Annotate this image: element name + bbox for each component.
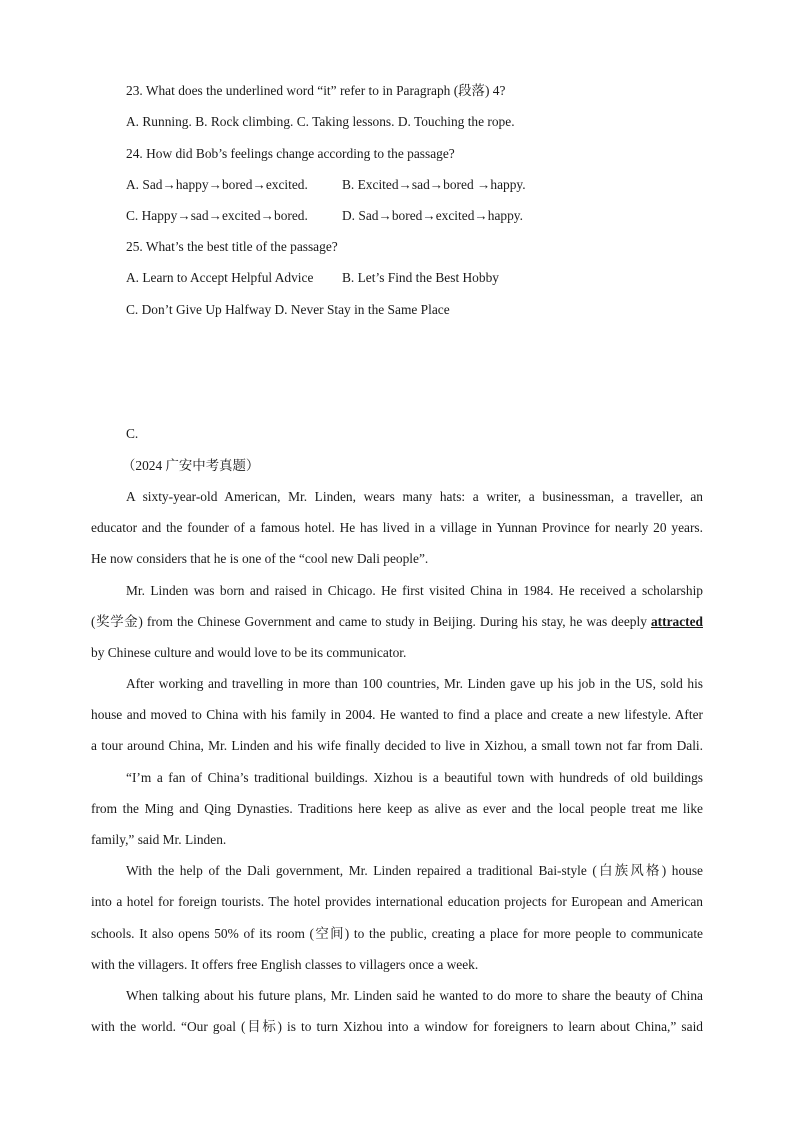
- paragraph-4-line-1: “I’m a fan of China’s traditional buildings. Xizhou is a beautiful town with hundreds of old buildings: [126, 770, 703, 785]
- paragraph-5-line-4: with the villagers. It offers free English classes to villagers once a week.: [91, 957, 479, 972]
- question-25-option-a: A. Learn to Accept Helpful Advice: [126, 270, 314, 285]
- paragraph-6-line-1: When talking about his future plans, Mr. Linden said he wanted to do more to share the beauty of China: [126, 988, 703, 1003]
- paragraph-2-line-3: by Chinese culture and would love to be its communicator.: [91, 645, 407, 660]
- paragraph-1-line-1: A sixty-year-old American, Mr. Linden, wears many hats: a writer, a businessman, a traveller, an: [126, 489, 703, 504]
- paragraph-3-line-1: After working and travelling in more than 100 countries, Mr. Linden gave up his job in the US, sold his: [126, 676, 703, 691]
- paragraph-1-line-3: He now considers that he is one of the “cool new Dali people”.: [91, 551, 429, 566]
- question-25-options-cd: C. Don’t Give Up Halfway D. Never Stay in the Same Place: [126, 302, 450, 317]
- section-source: （2024 广安中考真题）: [122, 458, 260, 473]
- paragraph-5-line-1: With the help of the Dali government, Mr. Linden repaired a traditional Bai-style (白族风格) house: [126, 863, 703, 878]
- question-23-options: A. Running. B. Rock climbing. C. Taking lessons. D. Touching the rope.: [126, 114, 515, 129]
- paragraph-2-line-1: Mr. Linden was born and raised in Chicago. He first visited China in 1984. He received a scholarship: [126, 583, 703, 598]
- question-24-option-c: C. Happy→sad→excited→bored.: [126, 208, 308, 223]
- section-label: C.: [126, 426, 139, 441]
- paragraph-3-line-3: a tour around China, Mr. Linden and his wife finally decided to live in Xizhou, a small town not far from Dali.: [91, 738, 703, 753]
- question-24-option-b: B. Excited→sad→bored →happy.: [342, 177, 526, 192]
- question-25-option-b: B. Let’s Find the Best Hobby: [342, 270, 499, 285]
- paragraph-4-line-2: from the Ming and Qing Dynasties. Traditions here keep as alive as ever and the local people treat me like: [91, 801, 703, 816]
- paragraph-5-line-3: schools. It also opens 50% of its room (空间) to the public, creating a place for more people to communicate: [91, 926, 703, 941]
- paragraph-2-line-2: [91, 613, 703, 631]
- paragraph-5-line-2: into a hotel for foreign tourists. The hotel provides international education projects for European and American: [91, 894, 703, 909]
- question-24-option-d: D. Sad→bored→excited→happy.: [342, 208, 523, 223]
- paragraph-2-line-2-text: (奖学金) from the Chinese Government and came to study in Beijing. During his stay, he was deeply: [91, 614, 647, 629]
- question-24-stem: 24. How did Bob’s feelings change according to the passage?: [126, 146, 455, 161]
- underlined-word-attracted: attracted: [650, 614, 703, 629]
- question-24-option-a: A. Sad→happy→bored→excited.: [126, 177, 308, 192]
- paragraph-3-line-2: house and moved to China with his family in 2004. He wanted to find a place and create a new lifestyle. After: [91, 707, 703, 722]
- paragraph-6-line-2: with the world. “Our goal (目标) is to turn Xizhou into a window for foreigners to learn about China,” said: [91, 1019, 703, 1034]
- question-25-stem: 25. What’s the best title of the passage?: [126, 239, 338, 254]
- paragraph-4-line-3: family,” said Mr. Linden.: [91, 832, 227, 847]
- question-23-stem: 23. What does the underlined word “it” refer to in Paragraph (段落) 4?: [126, 83, 506, 98]
- paragraph-1-line-2: educator and the founder of a famous hotel. He has lived in a village in Yunnan Province for nearly 20 years.: [91, 520, 703, 535]
